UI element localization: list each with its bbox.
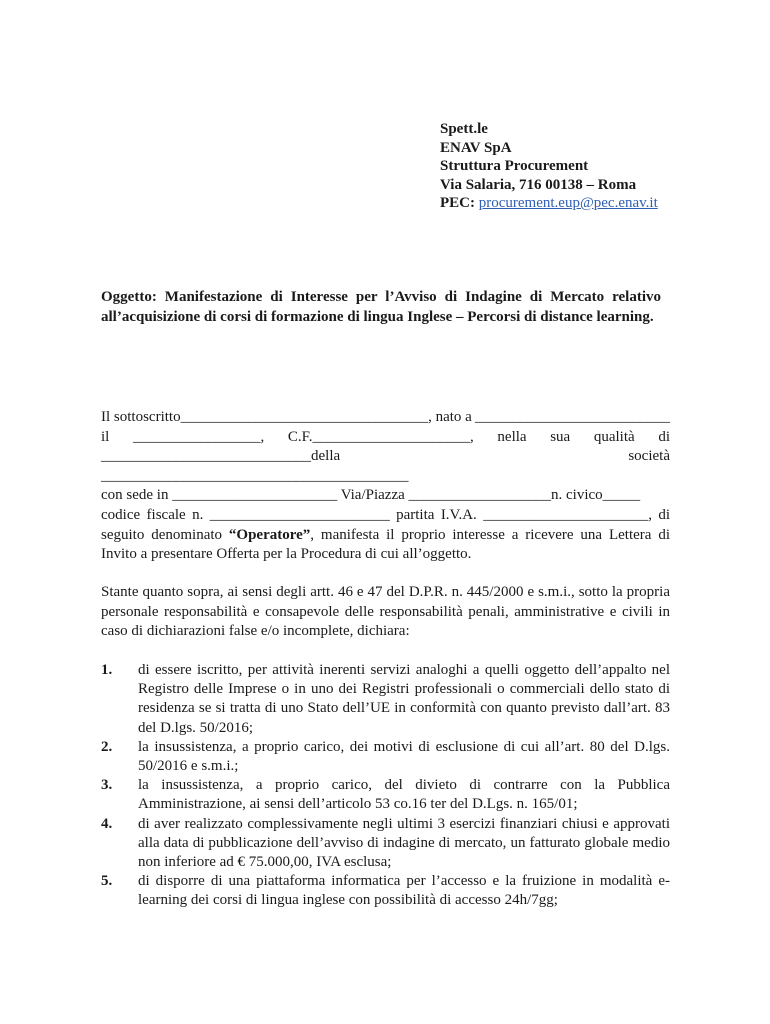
list-item-text: di disporre di una piattaforma informatica per l’accesso e la fruizione in modalità e-learning dei corsi di lingua inglese con possibilità di accesso 24h/7gg; bbox=[138, 873, 670, 909]
birthplace-field-line: __________________________ bbox=[475, 409, 670, 425]
vat-field-line: ______________________, bbox=[483, 506, 652, 523]
pec-email-link[interactable]: procurement.eup@pec.enav.it bbox=[478, 195, 658, 211]
form-row-name bbox=[101, 408, 670, 428]
form-word: codice bbox=[101, 506, 141, 523]
declarant-form bbox=[101, 408, 670, 565]
list-item-number: 3. bbox=[101, 777, 113, 794]
operator-statement-post: , manifesta il proprio interesse a ricevere una Lettera di Invito a presentare Offerta per la Procedura di cui all’oggetto. bbox=[101, 526, 670, 563]
operator-statement-pre: seguito denominato bbox=[101, 526, 229, 543]
list-item-number: 1. bbox=[101, 662, 113, 678]
operator-term: “Operatore” bbox=[228, 526, 311, 543]
name-field-line: Il sottoscritto_________________________________, nato a bbox=[101, 409, 472, 425]
recipient-address bbox=[440, 120, 658, 213]
list-item bbox=[101, 738, 670, 776]
list-item bbox=[101, 661, 670, 738]
declaration-paragraph: Stante quanto sopra, ai sensi degli artt. 46 e 47 del D.P.R. n. 445/2000 e s.m.i., sotto la propria personale responsabilità e consapevole delle responsabilità penali, amministrative e civili in caso di dichiarazioni false e/o incomplete, dichiara: bbox=[101, 584, 670, 640]
form-word: qualità bbox=[593, 428, 635, 445]
form-word: partita bbox=[396, 506, 435, 523]
list-item-text: di aver realizzato complessivamente negli ultimi 3 esercizi finanziari chiusi e approvati alla data di pubblicazione dell’avviso di indagine di mercato, un fatturato globale medio non inferiore ad € 75.000,00, IVA esclusa; bbox=[138, 815, 670, 871]
pec-label: PEC: bbox=[440, 195, 475, 211]
address-pec bbox=[440, 194, 658, 213]
subject-heading: Oggetto: Manifestazione di Interesse per l’Avviso di Indagine di Mercato relativo all’acquisizione di corsi di formazione di lingua Inglese – Percorsi di distance learning. bbox=[101, 289, 661, 325]
form-word: I.V.A. bbox=[440, 506, 477, 523]
form-word: società bbox=[628, 448, 670, 465]
list-item bbox=[101, 815, 670, 873]
company-name-field-line: _________________________________________ bbox=[101, 467, 409, 484]
list-item-text: di essere iscritto, per attività inerenti servizi analoghi a quelli oggetto dell’appalto nel Registro delle Imprese o in uno dei Registri professionali o commerciali dello stato di residenza se si tratta di uno Stato dell’UE in conformità con quanto previsto dall’art. 83 del D.lgs. 50/2016; bbox=[138, 662, 670, 736]
birthdate-field-line: _________________, bbox=[132, 428, 265, 445]
headquarters-field-line: con sede in ______________________ Via/Piazza ___________________n. civico_____ bbox=[101, 487, 641, 504]
form-word: nella bbox=[497, 428, 527, 445]
list-item-number: 5. bbox=[101, 873, 113, 890]
tax-code-field-line: C.F._____________________, bbox=[287, 428, 474, 445]
address-salutation: Spett.le bbox=[440, 121, 488, 137]
list-item bbox=[101, 872, 670, 910]
form-row-company bbox=[101, 447, 670, 467]
form-word: di bbox=[658, 428, 670, 445]
list-item-number: 4. bbox=[101, 815, 113, 832]
form-word: fiscale bbox=[146, 506, 186, 523]
form-word: il bbox=[101, 428, 110, 445]
form-word: sua bbox=[550, 428, 571, 445]
role-field-line: ____________________________della bbox=[101, 448, 341, 465]
address-department: Struttura Procurement bbox=[440, 158, 589, 174]
list-item-text: la insussistenza, a proprio carico, dei motivi di esclusione di cui all’art. 80 del D.lgs. 50/2016 e s.m.i.; bbox=[138, 738, 670, 775]
form-row-birthdate bbox=[101, 428, 670, 448]
form-word: di bbox=[658, 506, 670, 523]
form-word: n. bbox=[192, 506, 204, 523]
list-item-text: la insussistenza, a proprio carico, del divieto di contrarre con la Pubblica Amministrazione, ai sensi dell’articolo 53 co.16 ter del D.Lgs. n. 165/01; bbox=[138, 777, 670, 813]
list-item-number: 2. bbox=[101, 738, 113, 755]
fiscal-code-field-line: ________________________ bbox=[209, 506, 390, 523]
declaration-list bbox=[101, 661, 670, 911]
form-row-fiscal bbox=[101, 506, 670, 526]
operator-statement bbox=[101, 526, 670, 565]
address-company: ENAV SpA bbox=[440, 139, 512, 156]
list-item bbox=[101, 776, 670, 814]
address-street: Via Salaria, 716 00138 – Roma bbox=[440, 176, 637, 193]
